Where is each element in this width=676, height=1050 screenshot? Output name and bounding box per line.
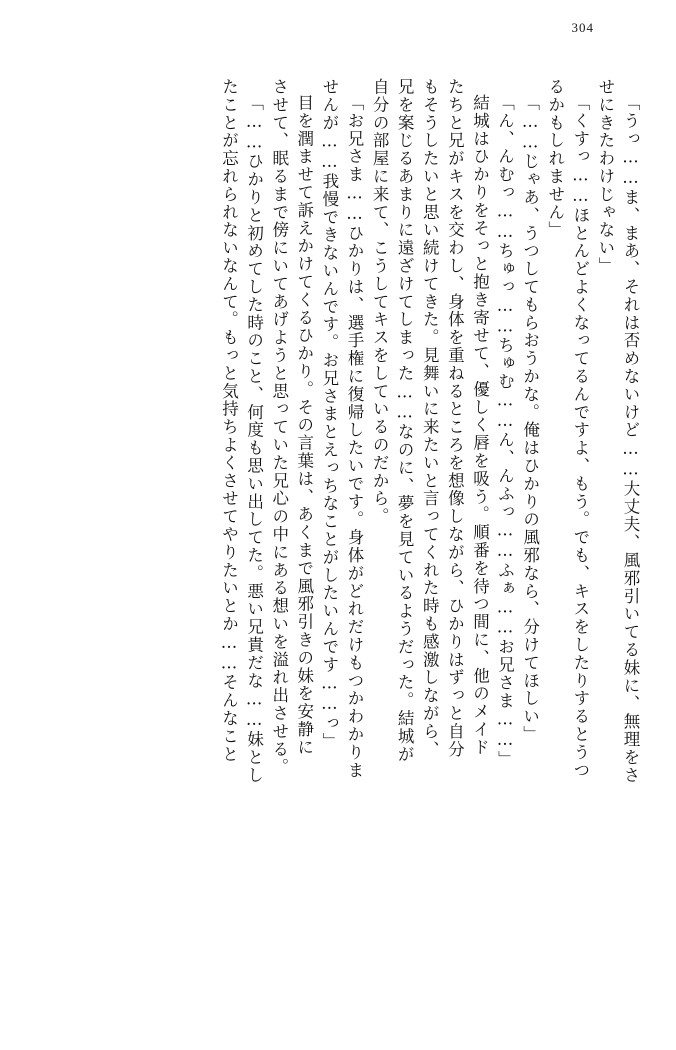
text-line: もそうしたいと思い続けてきた。見舞いに来たいと言ってくれた時も感激しながら、 [420, 78, 440, 759]
text-line: 目を潤ませて訴えかけてくるひかり。その言葉は、あくまで風邪引きの妹を安静に [294, 94, 314, 757]
text-line: るかもしれません」 [545, 78, 565, 240]
text-line: 「ん、んむっ……ちゅっ……ちゅむ……ん、んふっ……ふぁ……お兄さま……」 [495, 94, 515, 769]
text-line: 「……ひかりと初めてした時のこと、何度も思い出してた。悪い兄貴だな……妹とし [244, 94, 264, 785]
text-line: たちと兄がキスを交わし、身体を重ねるところを想像しながら、ひかりはずっと自分 [445, 78, 465, 759]
text-line: 「お兄さま……ひかりは、選手権に復帰したいです。身体がどれだけもつかわかりま [344, 94, 364, 780]
text-line: せにきたわけじゃない」 [595, 78, 615, 275]
vertical-text-body [40, 78, 638, 1013]
text-line: させて、眠るまで傍にいてあげようと思っていた兄心の中にある想いを溢れ出させる。 [269, 78, 289, 777]
text-line: 「……じゃあ、うつしてもらおうかな。俺はひかりの風邪なら、分けてほしい」 [520, 94, 540, 744]
text-line: たことが忘れられないなんて。もっと気持ちよくさせてやりたいとか……そんなこと [219, 78, 239, 764]
text-line: 「うっ……ま、まあ、それは否めないけど……大丈夫、風邪引いてる妹に、無理をさ [621, 94, 640, 785]
text-line: 自分の部屋に来て、こうしてキスをしているのだから。 [370, 78, 390, 526]
text-line: 結城はひかりをそっと抱き寄せて、優しく唇を吸う。順番を待つ間に、他のメイド [470, 94, 490, 757]
text-line: 「くすっ……ほとんどよくなってるんですよ、もう。でも、キスをしたりするとうつ [570, 94, 590, 780]
text-line: 兄を案じるあまりに遠ざけてしまった……なのに、夢を見ているようだった。結城が [395, 78, 415, 764]
page-number: 304 [571, 20, 594, 35]
text-line: せんが……我慢できないんです。お兄さまとえっちなことがしたいんです……っ」 [319, 78, 339, 751]
